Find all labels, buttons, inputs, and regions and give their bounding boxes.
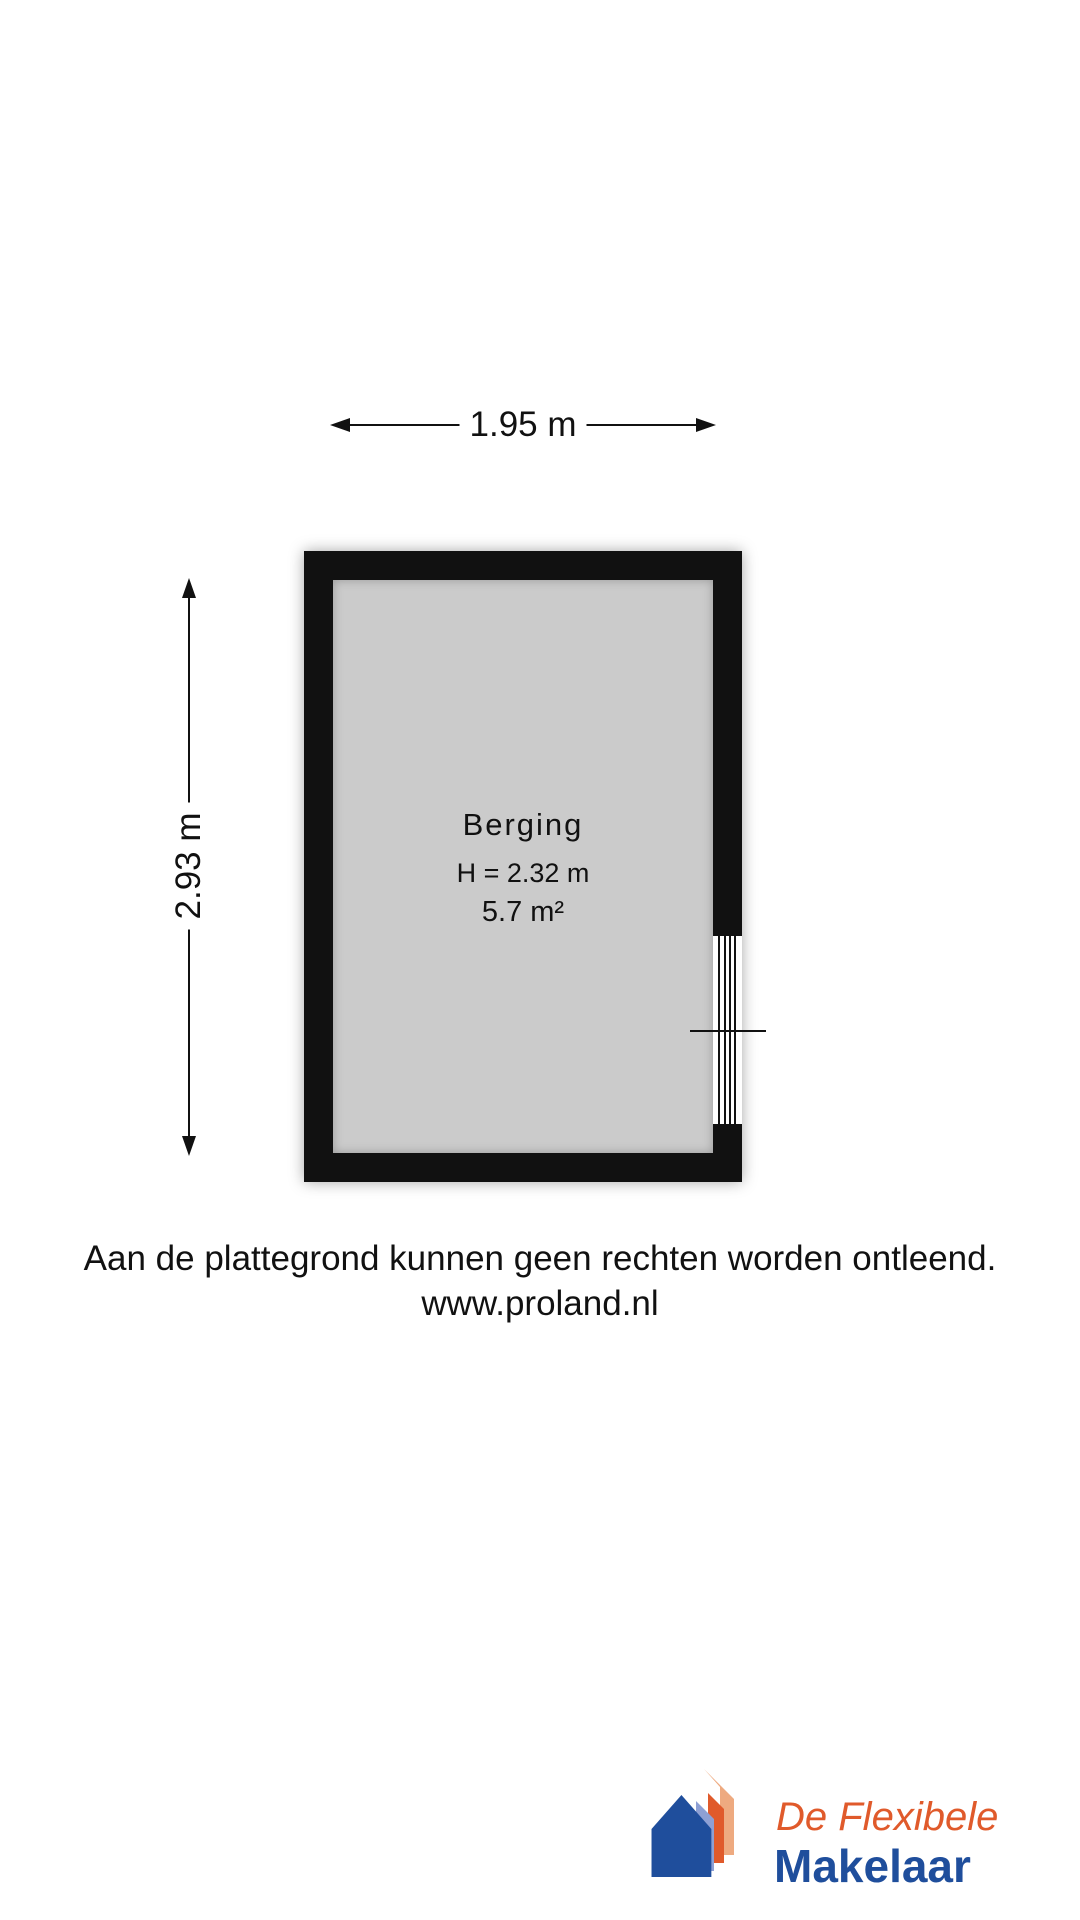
logo-line2: Makelaar <box>774 1840 971 1892</box>
logo-line1-text: De Flexibele <box>776 1795 999 1839</box>
logo <box>650 1765 1060 1892</box>
room-area: 5.7 m² <box>481 896 565 928</box>
disclaimer-text: Aan de plattegrond kunnen geen rechten worden ontleend. <box>83 1239 997 1278</box>
logo-house-icon <box>650 1765 762 1885</box>
window-marker-line <box>690 1030 766 1032</box>
height-dimension-label: 2.93 m <box>169 803 209 930</box>
room-ceiling-height: H = 2.32 m <box>456 858 590 888</box>
room-name: Berging <box>462 807 584 842</box>
website-text: www.proland.nl <box>421 1284 659 1323</box>
width-dimension-label: 1.95 m <box>460 405 587 445</box>
room-berging <box>304 551 742 1182</box>
logo-line1 <box>776 1795 998 1840</box>
